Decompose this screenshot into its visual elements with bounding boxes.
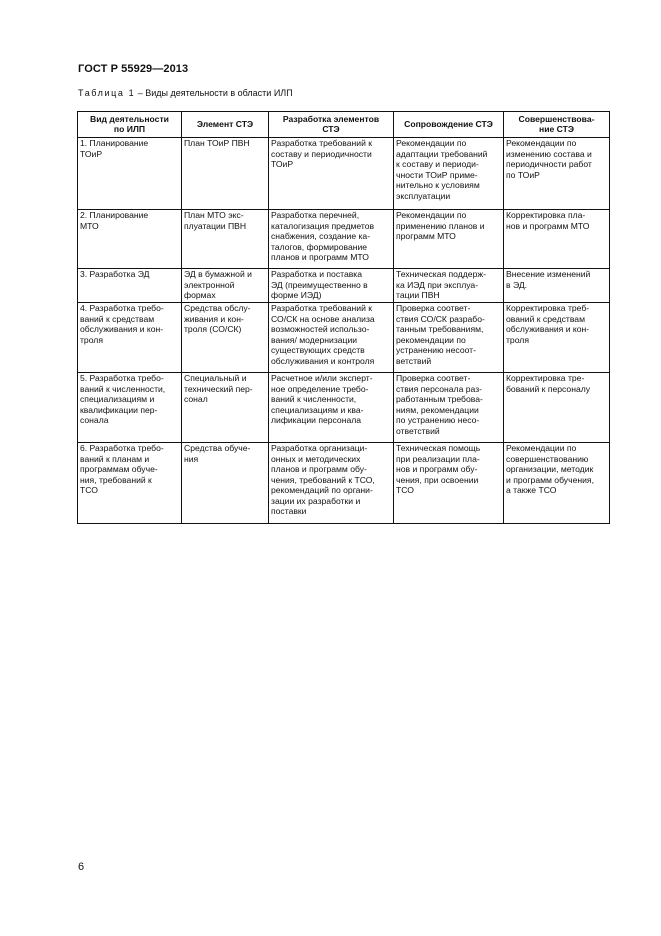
table-row [78,269,610,303]
table-cell: ЭД в бумажной и электронной формах [182,269,269,303]
table-cell: Рекомендации по изменению состава и периодичности работ по ТОиР [504,138,610,210]
table-cell: 1. Планирование ТОиР [78,138,182,210]
table-cell: Разработка перечней, каталогизация предметов снабжения, создание ка- талогов, формирование планов и программ МТО [269,210,394,269]
table-cell: Разработка требований к составу и периодичности ТОиР [269,138,394,210]
table-cell: Техническая помощь при реализации пла- нов и программ обу- чения, при освоении ТСО [394,443,504,524]
header-improvement: Совершенствова- ние СТЭ [504,112,610,138]
table-cell: Рекомендации по адаптации требований к составу и периоди- чности ТОиР приме- нительно к условиям эксплуатации [394,138,504,210]
document-header: ГОСТ Р 55929—2013 [78,63,189,75]
table-cell: План ТОиР ПВН [182,138,269,210]
table-cell: Разработка требований к СО/СК на основе анализа возможностей использо- вания/ модернизации существующих средств обслуживания и контроля [269,303,394,373]
table-cell: Внесение изменений в ЭД. [504,269,610,303]
header-support: Сопровождение СТЭ [394,112,504,138]
header-activity: Вид деятельности по ИЛП [78,112,182,138]
table-row [78,373,610,443]
table-cell: Средства обуче- ния [182,443,269,524]
table-row [78,210,610,269]
table-cell: Рекомендации по совершенствованию организации, методик и программ обучения, а также ТСО [504,443,610,524]
table-cell: Рекомендации по применению планов и программ МТО [394,210,504,269]
activities-table [77,111,610,524]
table-caption-label: Таблица 1 [78,88,136,98]
table-cell: Корректировка пла- нов и программ МТО [504,210,610,269]
table-row [78,443,610,524]
table-cell: Техническая поддерж- ка ИЭД при эксплуа- тации ПВН [394,269,504,303]
table-cell: 2. Планирование МТО [78,210,182,269]
table-header-row [78,112,610,138]
table-cell: Специальный и технический пер- сонал [182,373,269,443]
table-cell: 4. Разработка требо- ваний к средствам обслуживания и кон- троля [78,303,182,373]
table-cell: План МТО экс- плуатации ПВН [182,210,269,269]
table-row [78,138,610,210]
header-element: Элемент СТЭ [182,112,269,138]
table-cell: Средства обслу- живания и кон- троля (СО/СК) [182,303,269,373]
table-cell: Корректировка тре- бований к персоналу [504,373,610,443]
table-cell: 3. Разработка ЭД [78,269,182,303]
table-caption-text: – Виды деятельности в области ИЛП [135,88,293,98]
table-cell: Корректировка треб- ований к средствам обслуживания и кон- троля [504,303,610,373]
table-cell: Проверка соответ- ствия СО/СК разрабо- танным требованиям, рекомендации по устранению несоот- ветствий [394,303,504,373]
table-cell: Расчетное и/или эксперт- ное определение требо- ваний к численности, специализациям и ква- лификации персонала [269,373,394,443]
table-cell: Разработка организаци- онных и методических планов и программ обу- чения, требований к ТСО, рекомендаций по органи- зации их разработки и поставки [269,443,394,524]
table-cell: Разработка и поставка ЭД (преимущественно в форме ИЭД) [269,269,394,303]
table-caption [78,88,293,98]
table-row [78,303,610,373]
header-development: Разработка элементов СТЭ [269,112,394,138]
table-cell: Проверка соответ- ствия персонала раз- работанным требова- ниям, рекомендации по устранению несо- ответствий [394,373,504,443]
page-number: 6 [78,861,85,873]
table-cell: 5. Разработка требо- ваний к численности, специализациям и квалификации пер- сонала [78,373,182,443]
table-cell: 6. Разработка требо- ваний к планам и программам обуче- ния, требований к ТСО [78,443,182,524]
